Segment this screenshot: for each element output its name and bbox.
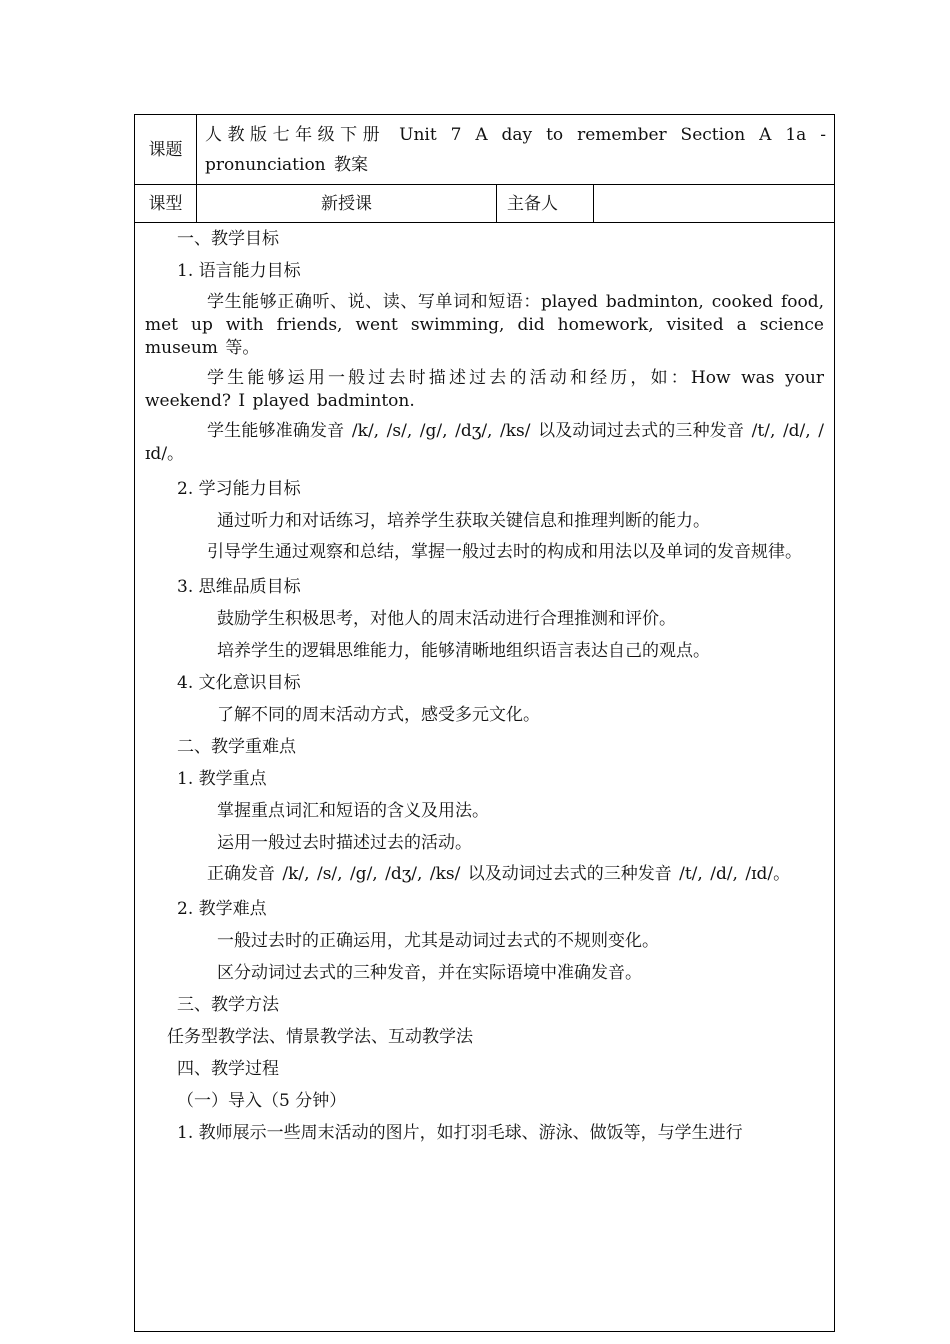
- title-label: 课题: [135, 115, 197, 185]
- paragraph: 运用一般过去时描述过去的活动。: [217, 833, 472, 853]
- paragraph: 学生能够准确发音 /k/, /s/, /g/, /dʒ/, /ks/ 以及动词过去式的三种发音 /t/, /d/, /ɪd/。: [145, 421, 824, 464]
- type-value: 新授课: [197, 185, 497, 223]
- section-heading: 四、教学过程: [177, 1059, 279, 1079]
- subsection-heading: 2. 学习能力目标: [177, 479, 301, 499]
- type-label: 课型: [135, 185, 197, 223]
- content-cell: [135, 223, 835, 1332]
- paragraph: 培养学生的逻辑思维能力，能够清晰地组织语言表达自己的观点。: [217, 641, 710, 661]
- paragraph: 了解不同的周末活动方式，感受多元文化。: [217, 705, 540, 725]
- content-body: [145, 223, 824, 1331]
- paragraph: 学生能够正确听、说、读、写单词和短语：played badminton, cooked food, met up with friends, went swimming, did homework, visited a science museum 等。: [145, 292, 824, 358]
- section-heading: 二、教学重难点: [177, 737, 296, 757]
- subsection-heading: 2. 教学难点: [177, 899, 267, 919]
- subsection-heading: 3. 思维品质目标: [177, 577, 301, 597]
- title-row: [135, 115, 835, 185]
- lesson-plan-table: [134, 114, 835, 1332]
- subsection-heading: 1. 语言能力目标: [177, 261, 301, 281]
- paragraph: 一般过去时的正确运用，尤其是动词过去式的不规则变化。: [217, 931, 659, 951]
- subsection-heading: 1. 教学重点: [177, 769, 267, 789]
- paragraph: 掌握重点词汇和短语的含义及用法。: [217, 801, 489, 821]
- content-row: [135, 223, 835, 1332]
- paragraph: 引导学生通过观察和总结，掌握一般过去时的构成和用法以及单词的发音规律。: [207, 542, 802, 562]
- paragraph: 学生能够运用一般过去时描述过去的活动和经历，如：How was your weekend? I played badminton.: [145, 368, 824, 411]
- type-row: [135, 185, 835, 223]
- preparer-label: 主备人: [497, 185, 594, 223]
- subsection-heading: 4. 文化意识目标: [177, 673, 301, 693]
- title-value: 人教版七年级下册 Unit 7 A day to remember Section A 1a - pronunciation 教案: [197, 115, 835, 185]
- paragraph: 通过听力和对话练习，培养学生获取关键信息和推理判断的能力。: [217, 511, 710, 531]
- paragraph: 1. 教师展示一些周末活动的图片，如打羽毛球、游泳、做饭等，与学生进行: [177, 1123, 743, 1143]
- preparer-value: [594, 185, 835, 223]
- subsection-heading: （一）导入（5 分钟）: [177, 1091, 347, 1111]
- paragraph: 鼓励学生积极思考，对他人的周末活动进行合理推测和评价。: [217, 609, 676, 629]
- section-heading: 三、教学方法: [177, 995, 279, 1015]
- paragraph: 区分动词过去式的三种发音，并在实际语境中准确发音。: [217, 963, 642, 983]
- paragraph: 正确发音 /k/, /s/, /g/, /dʒ/, /ks/ 以及动词过去式的三种发音 /t/, /d/, /ɪd/。: [207, 864, 791, 884]
- section-heading: 一、教学目标: [177, 229, 279, 249]
- paragraph: 任务型教学法、情景教学法、互动教学法: [167, 1027, 473, 1047]
